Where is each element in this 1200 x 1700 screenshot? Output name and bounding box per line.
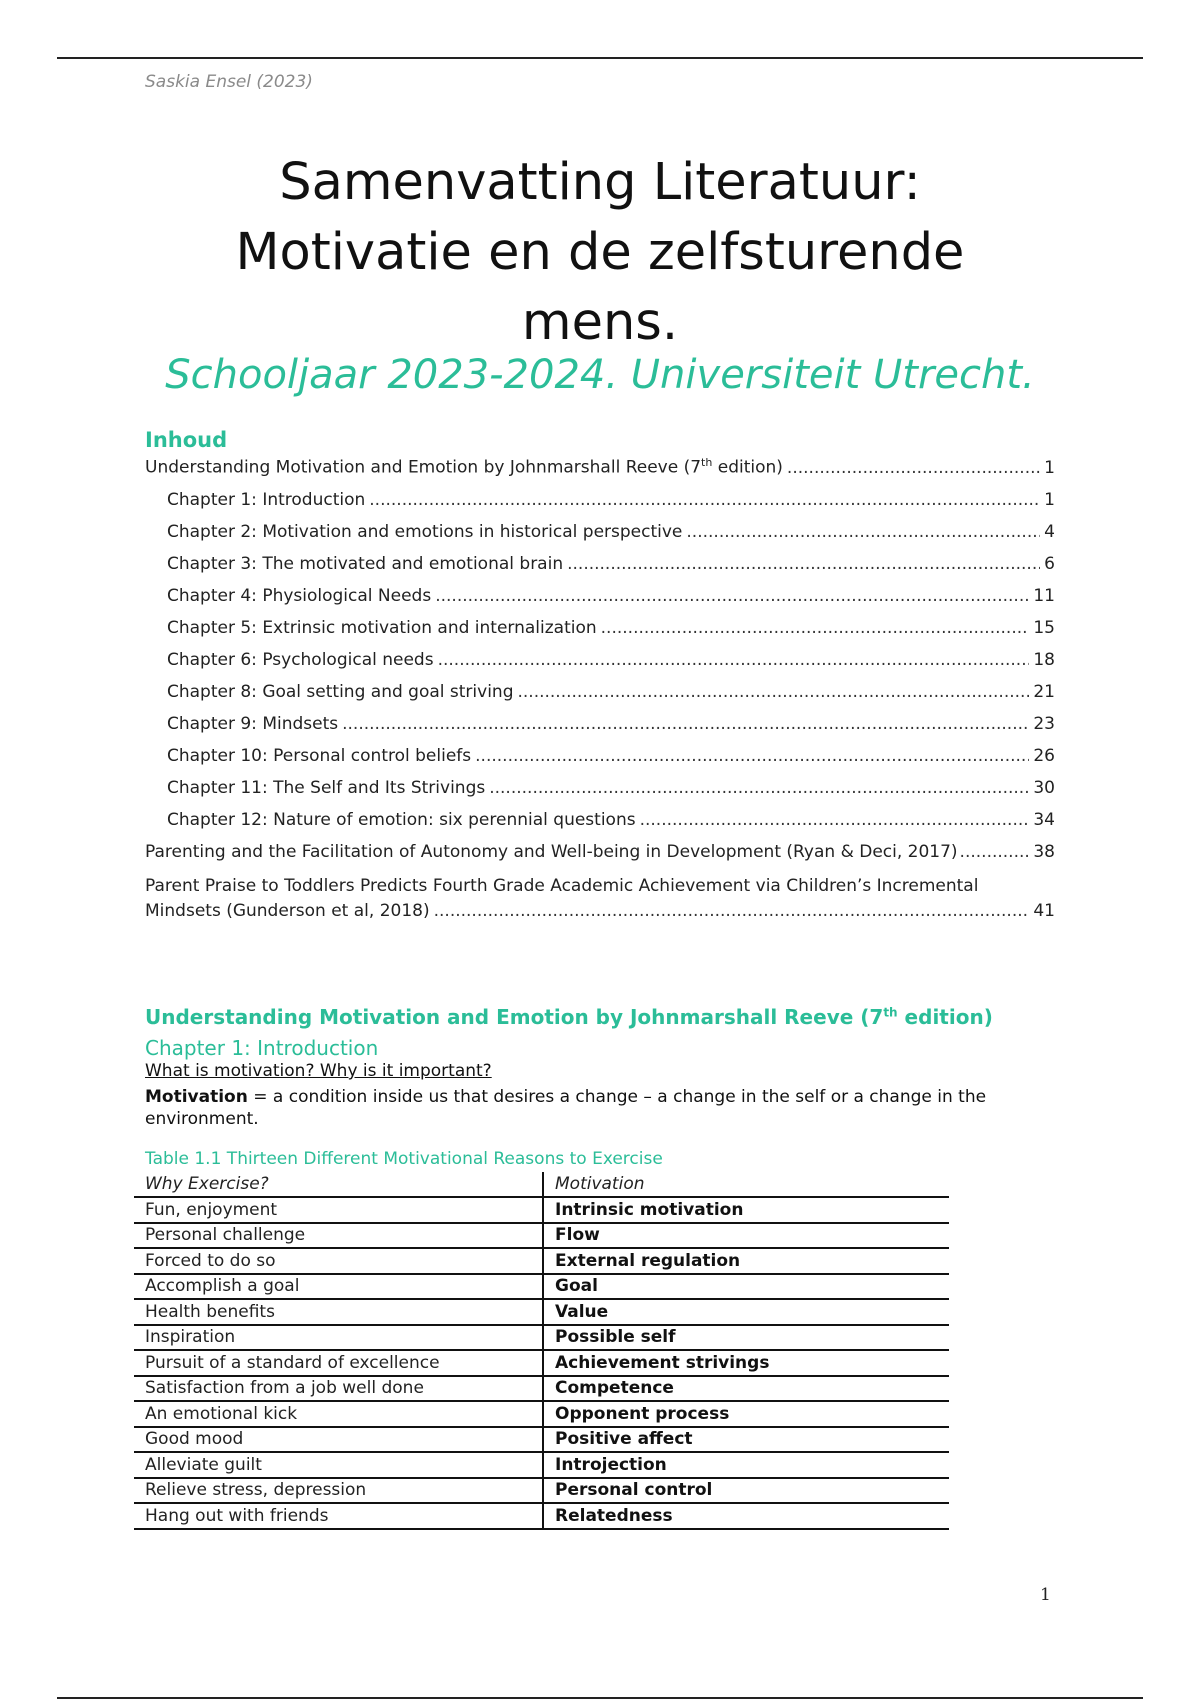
reason-cell: Good mood xyxy=(134,1427,543,1453)
toc-entry-chapter-12[interactable] xyxy=(167,810,1055,830)
motivation-cell: Value xyxy=(543,1299,949,1325)
toc-entry-chapter-1[interactable] xyxy=(167,490,1055,510)
table-row xyxy=(134,1350,949,1376)
toc-heading: Inhoud xyxy=(145,428,228,452)
toc-page-number: 26 xyxy=(1033,745,1055,766)
section-heading xyxy=(145,1005,993,1029)
table-row xyxy=(134,1478,949,1504)
reason-cell: Hang out with friends xyxy=(134,1503,543,1529)
toc-leader xyxy=(960,842,1032,862)
chapter-heading: Chapter 1: Introduction xyxy=(145,1036,379,1060)
toc-leader xyxy=(489,778,1029,798)
motivation-cell: Introjection xyxy=(543,1452,949,1478)
motivation-cell: Intrinsic motivation xyxy=(543,1197,949,1223)
toc-page-number: 4 xyxy=(1044,521,1055,542)
table-row xyxy=(134,1452,949,1478)
toc-entry-label: Parenting and the Facilitation of Autonomy and Well-being in Development (Ryan & Deci, 2017) xyxy=(145,841,958,862)
motivation-cell: Possible self xyxy=(543,1325,949,1351)
table-row xyxy=(134,1299,949,1325)
title-line-3: mens. xyxy=(521,293,679,352)
toc-entry-chapter-10[interactable] xyxy=(167,746,1055,766)
toc-entry-label: Chapter 9: Mindsets xyxy=(167,713,339,734)
toc-page-number: 34 xyxy=(1033,809,1055,830)
reason-cell: Accomplish a goal xyxy=(134,1274,543,1300)
toc-entry-chapter-2[interactable] xyxy=(167,522,1055,542)
toc-entry-reeve[interactable] xyxy=(145,456,1055,478)
toc-entry-chapter-6[interactable] xyxy=(167,650,1055,670)
toc-entry-gunderson[interactable] xyxy=(145,874,1055,924)
toc-page-number: 1 xyxy=(1044,457,1055,478)
reason-cell: Forced to do so xyxy=(134,1248,543,1274)
reason-cell: Health benefits xyxy=(134,1299,543,1325)
table-row xyxy=(134,1427,949,1453)
title-line-1: Samenvatting Literatuur: xyxy=(279,153,921,212)
toc-page-number: 11 xyxy=(1033,585,1055,606)
table-header-row xyxy=(134,1172,949,1197)
toc-entry-label: Understanding Motivation and Emotion by Johnmarshall Reeve (7 xyxy=(145,457,702,478)
toc-entry-ryan-deci[interactable] xyxy=(145,842,1055,862)
toc-page-number: 18 xyxy=(1033,649,1055,670)
toc-entry-chapter-8[interactable] xyxy=(167,682,1055,702)
toc-entry-chapter-4[interactable] xyxy=(167,586,1055,606)
toc-entry-label: Mindsets (Gunderson et al, 2018) xyxy=(145,900,430,921)
motivation-definition xyxy=(145,1086,1065,1130)
toc-entry-label: Chapter 3: The motivated and emotional brain xyxy=(167,553,564,574)
document-subtitle: Schooljaar 2023-2024. Universiteit Utrecht. xyxy=(165,352,1035,398)
toc-leader xyxy=(435,586,1029,606)
section-heading-tail: edition) xyxy=(897,1005,993,1029)
motivation-cell: Positive affect xyxy=(543,1427,949,1453)
toc-entry-chapter-3[interactable] xyxy=(167,554,1055,574)
section-question: What is motivation? Why is it important? xyxy=(145,1061,492,1081)
toc-entry-label: Chapter 12: Nature of emotion: six perennial questions xyxy=(167,809,636,830)
definition-term: Motivation xyxy=(145,1087,248,1107)
toc-page-number: 30 xyxy=(1033,777,1055,798)
toc-leader xyxy=(787,458,1040,478)
table-of-contents xyxy=(145,456,1055,936)
toc-leader xyxy=(475,746,1029,766)
toc-leader xyxy=(567,554,1040,574)
table-row xyxy=(134,1325,949,1351)
toc-leader xyxy=(369,490,1040,510)
table-row xyxy=(134,1223,949,1249)
toc-entry-label: Chapter 4: Physiological Needs xyxy=(167,585,432,606)
table-row xyxy=(134,1274,949,1300)
motivation-cell: Competence xyxy=(543,1376,949,1402)
toc-page-number: 1 xyxy=(1044,489,1055,510)
toc-entry-label-line-1: Parent Praise to Toddlers Predicts Fourth Grade Academic Achievement via Children’s Incremental xyxy=(145,875,979,896)
toc-page-number: 38 xyxy=(1033,841,1055,862)
column-header-motivation: Motivation xyxy=(543,1172,949,1197)
reason-cell: Inspiration xyxy=(134,1325,543,1351)
table-row xyxy=(134,1248,949,1274)
header-rule xyxy=(57,57,1143,59)
document-title xyxy=(150,148,1050,358)
table-row xyxy=(134,1376,949,1402)
reason-cell: Satisfaction from a job well done xyxy=(134,1376,543,1402)
toc-entry-label: Chapter 10: Personal control beliefs xyxy=(167,745,472,766)
toc-leader xyxy=(517,682,1029,702)
reason-cell: Pursuit of a standard of excellence xyxy=(134,1350,543,1376)
toc-page-number: 6 xyxy=(1044,553,1055,574)
toc-entry-label: Chapter 1: Introduction xyxy=(167,489,366,510)
toc-leader xyxy=(686,522,1040,542)
toc-entry-label-tail: edition) xyxy=(712,457,783,478)
motivation-table xyxy=(134,1172,949,1530)
reason-cell: Fun, enjoyment xyxy=(134,1197,543,1223)
table-row xyxy=(134,1197,949,1223)
page-number: 1 xyxy=(1040,1585,1051,1605)
table-row xyxy=(134,1503,949,1529)
table-caption: Table 1.1 Thirteen Different Motivational Reasons to Exercise xyxy=(145,1149,663,1169)
toc-entry-label: Chapter 11: The Self and Its Strivings xyxy=(167,777,486,798)
toc-entry-label: Chapter 2: Motivation and emotions in historical perspective xyxy=(167,521,683,542)
toc-leader xyxy=(342,714,1029,734)
author-line: Saskia Ensel (2023) xyxy=(145,72,313,92)
toc-leader xyxy=(601,618,1030,638)
toc-entry-chapter-5[interactable] xyxy=(167,618,1055,638)
motivation-cell: Opponent process xyxy=(543,1401,949,1427)
toc-page-number: 15 xyxy=(1033,617,1055,638)
toc-page-number: 21 xyxy=(1033,681,1055,702)
table-row xyxy=(134,1401,949,1427)
footer-rule xyxy=(57,1697,1143,1699)
definition-text: = a condition inside us that desires a change – a change in the self or a change in the environment. xyxy=(145,1087,987,1129)
motivation-cell: Achievement strivings xyxy=(543,1350,949,1376)
motivation-cell: External regulation xyxy=(543,1248,949,1274)
toc-entry-chapter-11[interactable] xyxy=(167,778,1055,798)
section-heading-text: Understanding Motivation and Emotion by Johnmarshall Reeve (7 xyxy=(145,1005,884,1029)
motivation-cell: Relatedness xyxy=(543,1503,949,1529)
motivation-cell: Personal control xyxy=(543,1478,949,1504)
motivation-cell: Flow xyxy=(543,1223,949,1249)
column-header-why: Why Exercise? xyxy=(134,1172,543,1197)
section-heading-sup: th xyxy=(883,1005,898,1020)
toc-entry-label: Chapter 5: Extrinsic motivation and internalization xyxy=(167,617,597,638)
reason-cell: Personal challenge xyxy=(134,1223,543,1249)
motivation-cell: Goal xyxy=(543,1274,949,1300)
title-line-2: Motivatie en de zelfsturende xyxy=(235,223,965,282)
toc-leader xyxy=(434,899,1030,924)
toc-leader xyxy=(438,650,1030,670)
toc-entry-label: Chapter 6: Psychological needs xyxy=(167,649,434,670)
toc-leader xyxy=(640,810,1030,830)
toc-page-number: 23 xyxy=(1033,713,1055,734)
toc-entry-sup: th xyxy=(701,456,713,469)
reason-cell: Relieve stress, depression xyxy=(134,1478,543,1504)
toc-page-number: 41 xyxy=(1033,900,1055,921)
toc-entry-label: Chapter 8: Goal setting and goal striving xyxy=(167,681,514,702)
toc-entry-chapter-9[interactable] xyxy=(167,714,1055,734)
reason-cell: Alleviate guilt xyxy=(134,1452,543,1478)
reason-cell: An emotional kick xyxy=(134,1401,543,1427)
